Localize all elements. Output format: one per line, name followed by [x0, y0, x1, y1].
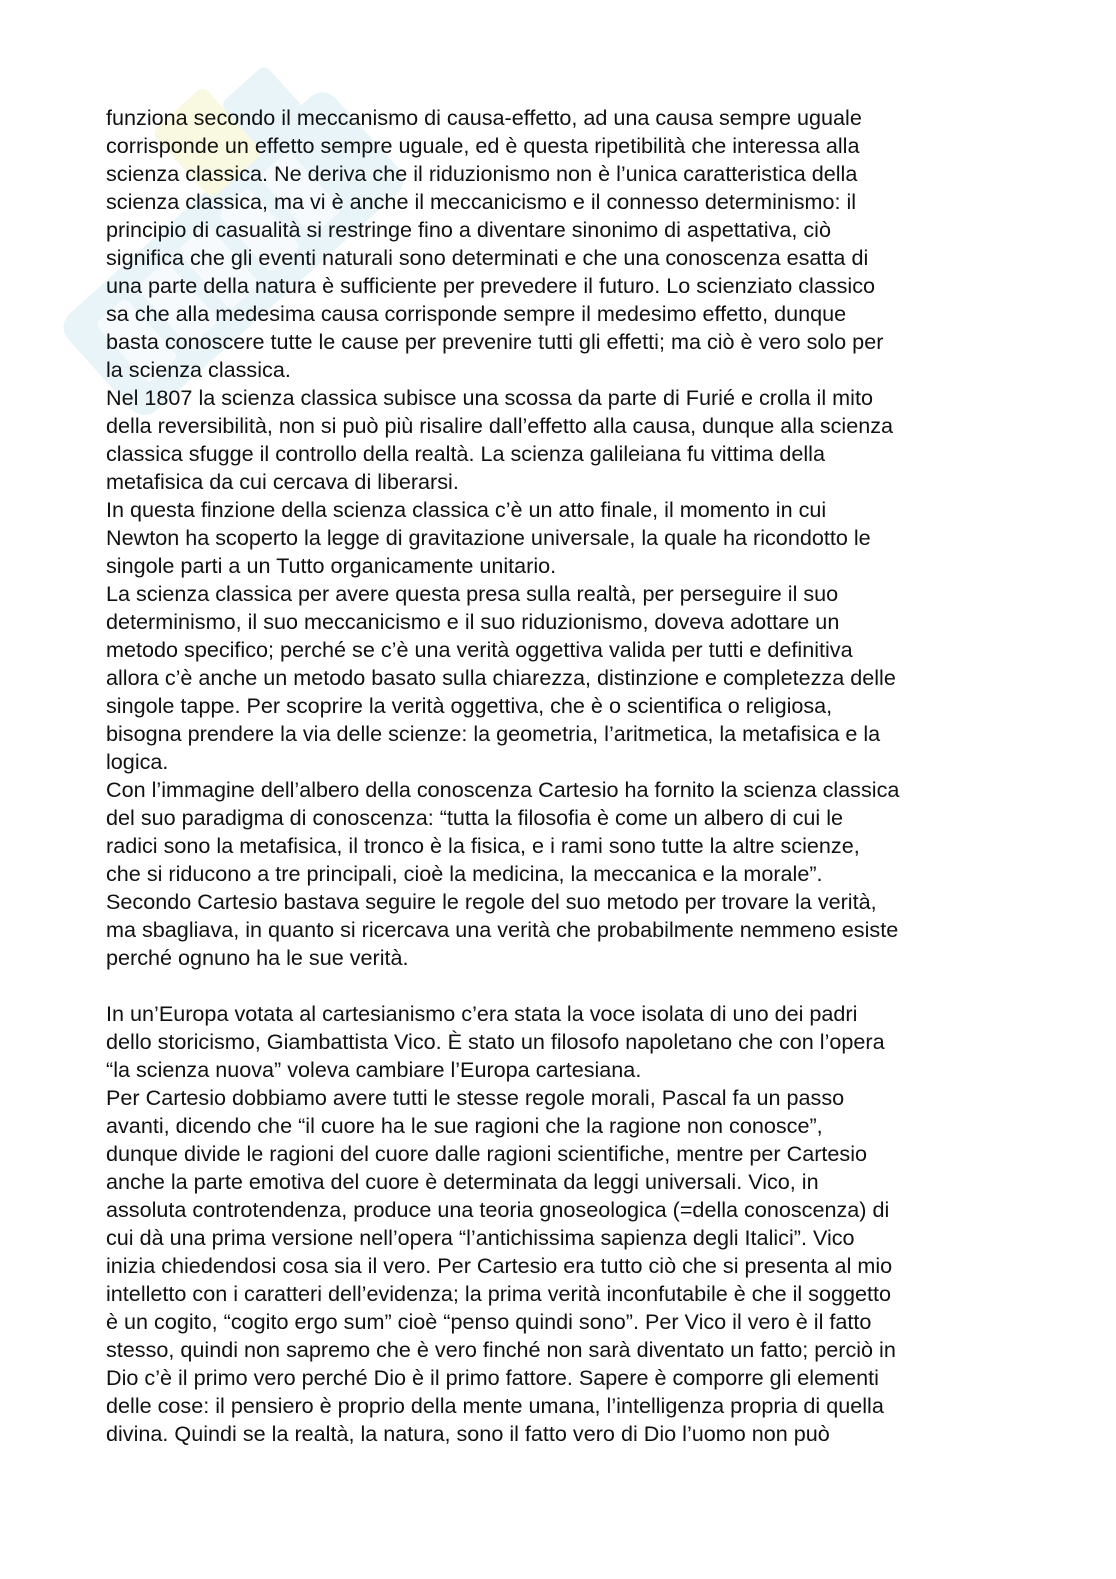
text-line: delle cose: il pensiero è proprio della mente umana, l’intelligenza propria di quella: [106, 1393, 884, 1418]
text-line: In questa finzione della scienza classica c’è un atto finale, il momento in cui: [106, 497, 827, 522]
text-line: la scienza classica.: [106, 357, 291, 382]
text-line: metodo specifico; perché se c’è una verità oggettiva valida per tutti e definitiva: [106, 637, 853, 662]
text-line: assoluta controtendenza, produce una teoria gnoseologica (=della conoscenza) di: [106, 1197, 890, 1222]
text-line: Secondo Cartesio bastava seguire le regole del suo metodo per trovare la verità,: [106, 889, 877, 914]
text-line: che si riducono a tre principali, cioè la medicina, la meccanica e la morale”.: [106, 861, 823, 886]
document-body: [106, 104, 1011, 1448]
text-line: inizia chiedendosi cosa sia il vero. Per Cartesio era tutto ciò che si presenta al mio: [106, 1253, 893, 1278]
text-line: metafisica da cui cercava di liberarsi.: [106, 469, 459, 494]
text-line: è un cogito, “cogito ergo sum” cioè “penso quindi sono”. Per Vico il vero è il fatto: [106, 1309, 872, 1334]
text-line: una parte della natura è sufficiente per prevedere il futuro. Lo scienziato classico: [106, 273, 876, 298]
text-line: stesso, quindi non sapremo che è vero finché non sarà diventato un fatto; perciò in: [106, 1337, 896, 1362]
text-line: La scienza classica per avere questa presa sulla realtà, per perseguire il suo: [106, 581, 839, 606]
text-line: dello storicismo, Giambattista Vico. È stato un filosofo napoletano che con l’opera: [106, 1029, 885, 1054]
text-line: radici sono la metafisica, il tronco è la fisica, e i rami sono tutte la altre scienze,: [106, 833, 860, 858]
text-line: scienza classica, ma vi è anche il meccanicismo e il connesso determinismo: il: [106, 189, 857, 214]
text-line: scienza classica. Ne deriva che il riduzionismo non è l’unica caratteristica della: [106, 161, 858, 186]
text-line: allora c’è anche un metodo basato sulla chiarezza, distinzione e completezza delle: [106, 665, 896, 690]
text-line: “la scienza nuova” voleva cambiare l’Europa cartesiana.: [106, 1057, 642, 1082]
text-line: singole parti a un Tutto organicamente unitario.: [106, 553, 557, 578]
text-line: anche la parte emotiva del cuore è determinata da leggi universali. Vico, in: [106, 1169, 819, 1194]
text-line: divina. Quindi se la realtà, la natura, sono il fatto vero di Dio l’uomo non può: [106, 1421, 830, 1446]
text-line: In un’Europa votata al cartesianismo c’era stata la voce isolata di uno dei padri: [106, 1001, 858, 1026]
text-line: cui dà una prima versione nell’opera “l’antichissima sapienza degli Italici”. Vico: [106, 1225, 855, 1250]
text-line: corrisponde un effetto sempre uguale, ed è questa ripetibilità che interessa alla: [106, 133, 860, 158]
text-line: principio di casualità si restringe fino a diventare sinonimo di aspettativa, ciò: [106, 217, 831, 242]
text-line: Dio c’è il primo vero perché Dio è il primo fattore. Sapere è comporre gli elementi: [106, 1365, 879, 1390]
text-line: Nel 1807 la scienza classica subisce una scossa da parte di Furié e crolla il mito: [106, 385, 873, 410]
text-line: singole tappe. Per scoprire la verità oggettiva, che è o scientifica o religiosa,: [106, 693, 833, 718]
text-line: sa che alla medesima causa corrisponde sempre il medesimo effetto, dunque: [106, 301, 847, 326]
paragraph-spacer: [106, 972, 1011, 1000]
text-line: del suo paradigma di conoscenza: “tutta la filosofia è come un albero di cui le: [106, 805, 844, 830]
text-line: intelletto con i caratteri dell’evidenza; la prima verità inconfutabile è che il soggetto: [106, 1281, 892, 1306]
text-line: Con l’immagine dell’albero della conoscenza Cartesio ha fornito la scienza classica: [106, 777, 900, 802]
text-line: basta conoscere tutte le cause per prevenire tutti gli effetti; ma ciò è vero solo per: [106, 329, 884, 354]
text-line: Per Cartesio dobbiamo avere tutti le stesse regole morali, Pascal fa un passo: [106, 1085, 845, 1110]
text-line: logica.: [106, 749, 169, 774]
text-line: perché ognuno ha le sue verità.: [106, 945, 409, 970]
text-line: Newton ha scoperto la legge di gravitazione universale, la quale ha ricondotto le: [106, 525, 871, 550]
text-line: bisogna prendere la via delle scienze: la geometria, l’aritmetica, la metafisica e la: [106, 721, 881, 746]
text-line: classica sfugge il controllo della realtà. La scienza galileiana fu vittima della: [106, 441, 825, 466]
text-line: dunque divide le ragioni del cuore dalle ragioni scientifiche, mentre per Cartesio: [106, 1141, 868, 1166]
text-line: significa che gli eventi naturali sono determinati e che una conoscenza esatta di: [106, 245, 869, 270]
text-line: della reversibilità, non si può più risalire dall’effetto alla causa, dunque alla scienza: [106, 413, 894, 438]
text-line: determinismo, il suo meccanicismo e il suo riduzionismo, doveva adottare un: [106, 609, 840, 634]
text-line: funziona secondo il meccanismo di causa-effetto, ad una causa sempre uguale: [106, 105, 862, 130]
text-line: ma sbagliava, in quanto si ricercava una verità che probabilmente nemmeno esiste: [106, 917, 899, 942]
text-line: avanti, dicendo che “il cuore ha le sue ragioni che la ragione non conosce”,: [106, 1113, 823, 1138]
